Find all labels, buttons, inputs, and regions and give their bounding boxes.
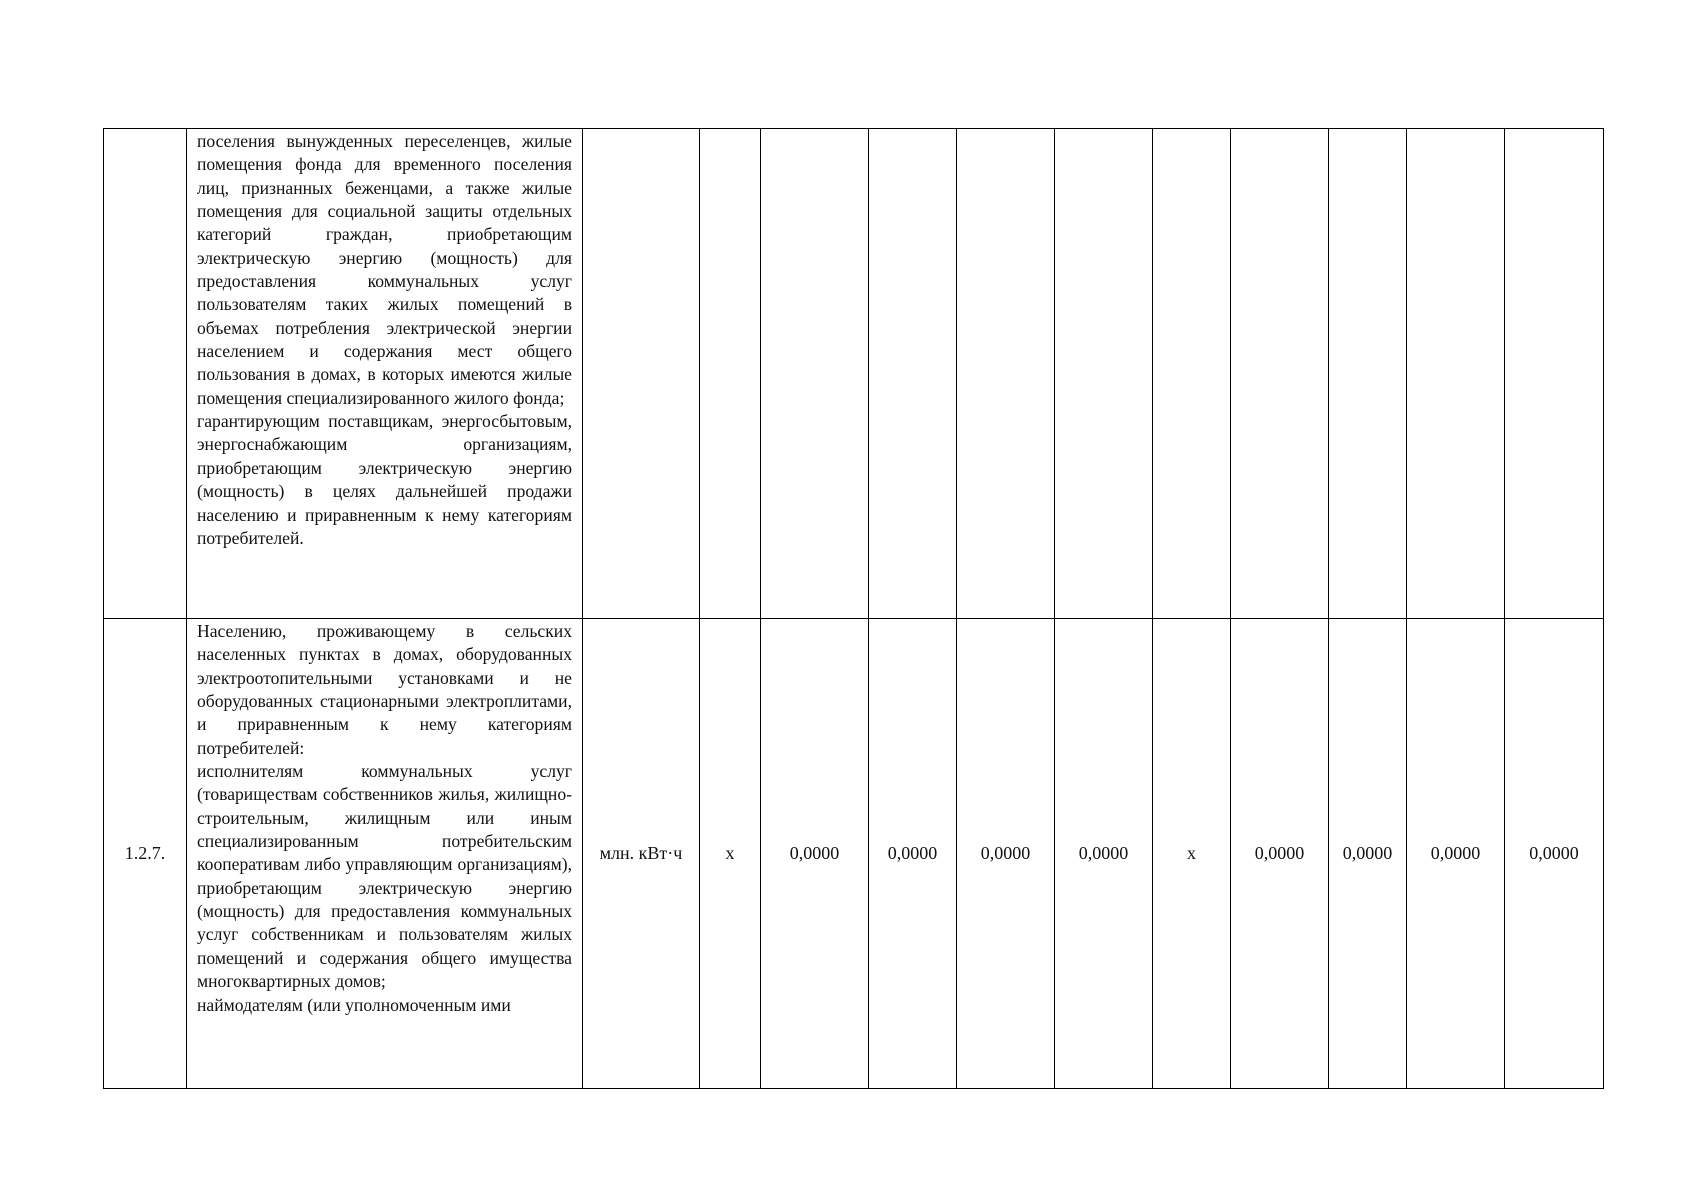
- unit-cell: [583, 129, 700, 619]
- value-cell: 0,0000: [869, 619, 957, 1089]
- row-number-cell: 1.2.7.: [104, 619, 187, 1089]
- table-row: [104, 129, 1604, 619]
- value-cell: [1153, 129, 1231, 619]
- value-cell: 0,0000: [1505, 619, 1604, 1089]
- value-cell: [1055, 129, 1153, 619]
- tariff-table: [103, 128, 1604, 1089]
- value-cell: 0,0000: [1055, 619, 1153, 1089]
- value-cell: [761, 129, 869, 619]
- value-cell: [957, 129, 1055, 619]
- value-cell: [1329, 129, 1407, 619]
- description-text: поселения вынужденных переселенцев, жилые помещения фонда для временного поселения лиц, признанных беженцами, а также жилые помещения для социальной защиты отдельных категорий граждан, приобретающим электрическую энергию (мощность) для предоставления коммунальных услуг пользователям таких жилых помещений в объемах потребления электрической энергии населением и содержания мест общего пользования в домах, в которых имеются жилые помещения специализированного жилого фонда; гарантирующим поставщикам, энергосбытовым, энергоснабжающим организациям, приобретающим электрическую энергию (мощность) в целях дальнейшей продажи населению и приравненным к нему категориям потребителей.: [197, 131, 572, 548]
- value-cell: [700, 129, 761, 619]
- value-cell: [869, 129, 957, 619]
- table-row: [104, 619, 1604, 1089]
- value-cell: 0,0000: [761, 619, 869, 1089]
- description-cell: [187, 129, 583, 619]
- value-cell: [1407, 129, 1505, 619]
- value-cell: [1231, 129, 1329, 619]
- value-cell: 0,0000: [1231, 619, 1329, 1089]
- value-cell: [1505, 129, 1604, 619]
- value-cell: 0,0000: [1329, 619, 1407, 1089]
- description-text: Населению, проживающему в сельских населенных пунктах в домах, оборудованных электроотопительными установками и не оборудованных стационарными электроплитами, и приравненным к нему категориям потребителей: исполнителям коммунальных услуг (товариществам собственников жилья, жилищно-строительным, жилищным или иным специализированным потребительским кооперативам либо управляющим организациям), приобретающим электрическую энергию (мощность) для предоставления коммунальных услуг собственникам и пользователям жилых помещений и содержания общего имущества многоквартирных домов; наймодателям (или уполномоченным ими: [197, 621, 572, 1015]
- value-cell: х: [1153, 619, 1231, 1089]
- description-cell: [187, 619, 583, 1089]
- value-cell: 0,0000: [1407, 619, 1505, 1089]
- unit-cell: млн. кВт·ч: [583, 619, 700, 1089]
- value-cell: 0,0000: [957, 619, 1055, 1089]
- row-number-cell: [104, 129, 187, 619]
- value-cell: х: [700, 619, 761, 1089]
